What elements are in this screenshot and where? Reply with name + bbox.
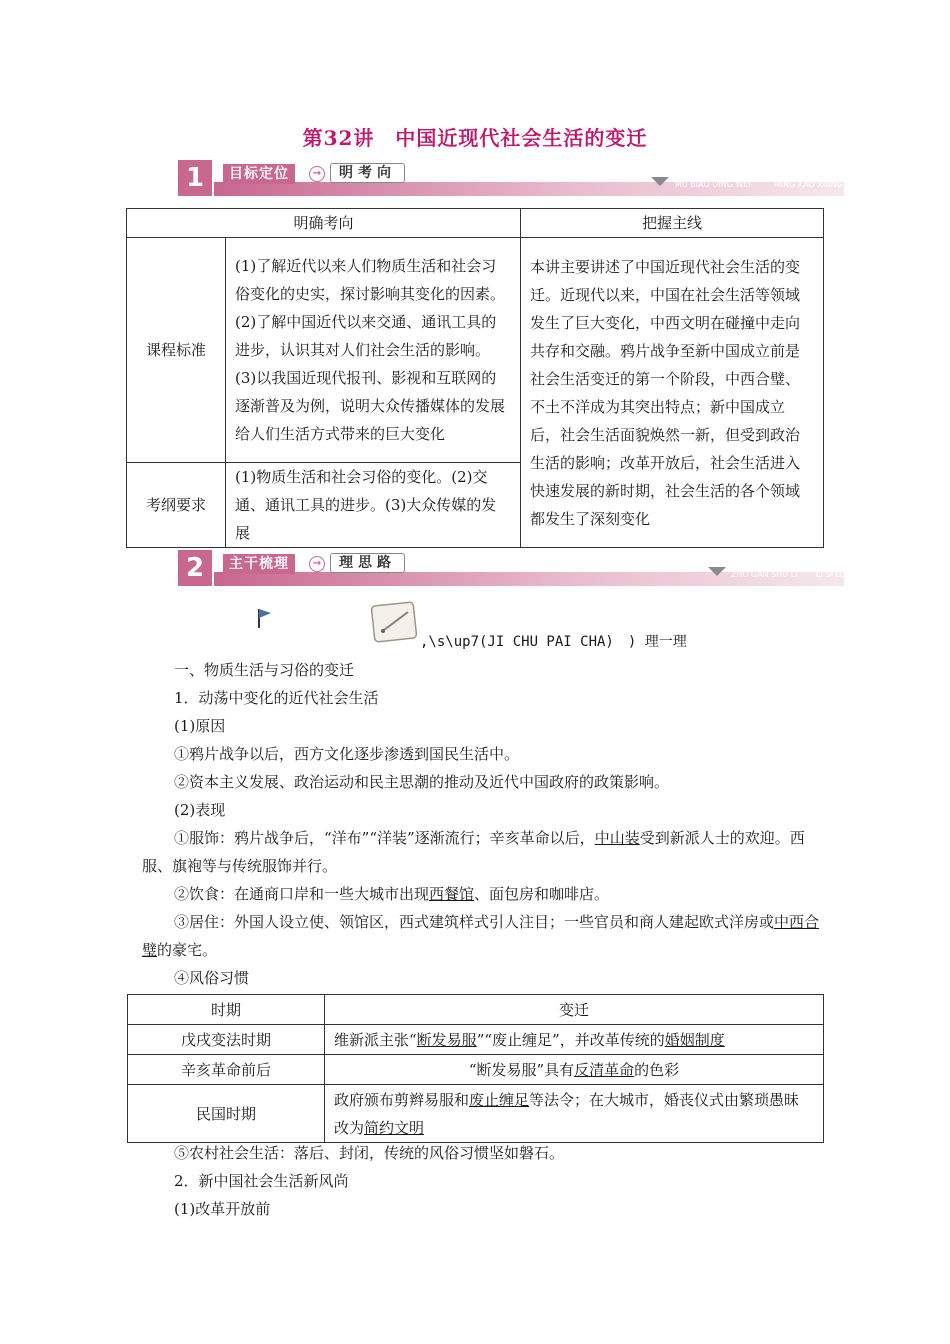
notepad-icon: [370, 600, 420, 646]
heading-level3: (1)改革开放前: [174, 1200, 271, 1218]
underlined-answer: 西餐馆: [429, 885, 475, 903]
heading-level2: 2．新中国社会生活新风尚: [174, 1172, 349, 1190]
underlined-answer: 中山装: [594, 829, 640, 847]
paragraph-housing: ③居住：外国人设立使、领馆区，西式建筑样式引人注目；一些官员和商人建起欧式洋房或中西合璧的豪宅。: [142, 913, 820, 959]
mainline-text: 本讲主要讲述了中国近现代社会生活的变迁。近现代以来，中国在社会生活等领域发生了巨大变化，中西文明在碰撞中走向共存和交融。鸦片战争至新中国成立前是社会生活变迁的第一个阶段，中西合璧、不土不洋成为其突出特点；新中国成立后，社会生活面貌焕然一新，但受到政治生活的影响；改革开放后，社会生活进入快速发展的新时期，社会生活的各个领域都发生了深刻变化: [521, 238, 824, 548]
heading-level2: 1．动荡中变化的近代社会生活: [174, 689, 379, 707]
section-tag: 目标定位: [223, 164, 295, 184]
table-header: 变迁: [325, 995, 824, 1025]
arrow-circle-icon: →: [309, 556, 325, 572]
paragraph-clothing: ①服饰：鸦片战争后，“洋布”“洋装”逐渐流行；辛亥革命以后，中山装受到新派人士的欢迎。西服、旗袍等与传统服饰并行。: [142, 829, 805, 875]
flag-icon: [253, 606, 277, 630]
customs-table: [127, 994, 824, 1143]
row-label: 课程标准: [127, 238, 226, 463]
table-cell: 戊戌变法时期: [128, 1025, 325, 1055]
pin-icon: [651, 177, 669, 187]
table-cell: “断发易服”具有反清革命的色彩: [325, 1055, 824, 1085]
section-subtitle: 理思路: [330, 553, 405, 573]
paragraph: ⑤农村社会生活：落后、封闭，传统的风俗习惯坚如磐石。: [174, 1144, 565, 1162]
paragraph: ①鸦片战争以后，西方文化逐步渗透到国民生活中。: [174, 745, 520, 763]
page-title: 第32讲 中国近现代社会生活的变迁: [302, 126, 648, 150]
table-cell: 政府颁布剪辫易服和废止缠足等法令；在大城市，婚丧仪式由繁琐愚昧改为简约文明: [325, 1085, 824, 1143]
heading-level1: 一、物质生活与习俗的变迁: [174, 661, 355, 679]
paragraph: ④风俗习惯: [174, 969, 250, 987]
pinyin-label: MING KAO XIANG: [774, 180, 843, 189]
underlined-answer: 中西合璧: [142, 913, 820, 959]
section-subtitle: 明考向: [330, 163, 405, 183]
curriculum-standard-text: (1)了解近代以来人们物质生活和社会习俗变化的史实，探讨影响其变化的因素。(2)了解中国近代以来交通、通讯工具的进步，认识其对人们社会生活的影响。(3)以我国近现代报刊、影视和互联网的逐渐普及为例，说明大众传播媒体的发展给人们生活方式带来的巨大变化: [226, 238, 521, 463]
section-number: 1: [178, 160, 212, 196]
heading-level3: (1)原因: [174, 717, 226, 735]
paragraph-diet: ②饮食：在通商口岸和一些大城市出现西餐馆、面包房和咖啡店。: [174, 885, 610, 903]
heading-level3: (2)表现: [174, 801, 226, 819]
exam-requirement-text: (1)物质生活和社会习俗的变化。(2)交通、通讯工具的进步。(3)大众传媒的发展: [226, 463, 521, 548]
table-header: 把握主线: [521, 209, 824, 238]
goals-table: [126, 208, 824, 548]
arrow-circle-icon: →: [309, 166, 325, 182]
row-label: 考纲要求: [127, 463, 226, 548]
table-header: 时期: [128, 995, 325, 1025]
paragraph: ②资本主义发展、政治运动和民主思潮的推动及近代中国政府的政策影响。: [174, 773, 670, 791]
table-cell: 民国时期: [128, 1085, 325, 1143]
section-banner-goals: [178, 160, 844, 196]
section-tag: 主干梳理: [223, 554, 295, 574]
table-cell: 辛亥革命前后: [128, 1055, 325, 1085]
basics-heading: ,\s\up7(JI CHU PAI CHA) ) 理一理: [420, 634, 687, 650]
table-header: 明确考向: [127, 209, 521, 238]
section-number: 2: [178, 550, 212, 586]
pin-icon: [708, 567, 726, 577]
table-cell: 维新派主张“断发易服”“废止缠足”，并改革传统的婚姻制度: [325, 1025, 824, 1055]
pinyin-label: MU BIAO DING WEI: [675, 180, 751, 189]
section-banner-outline: [178, 550, 844, 586]
pinyin-label: LI SI LU: [816, 570, 846, 579]
pinyin-label: ZHU GAN SHU LI: [731, 570, 798, 579]
